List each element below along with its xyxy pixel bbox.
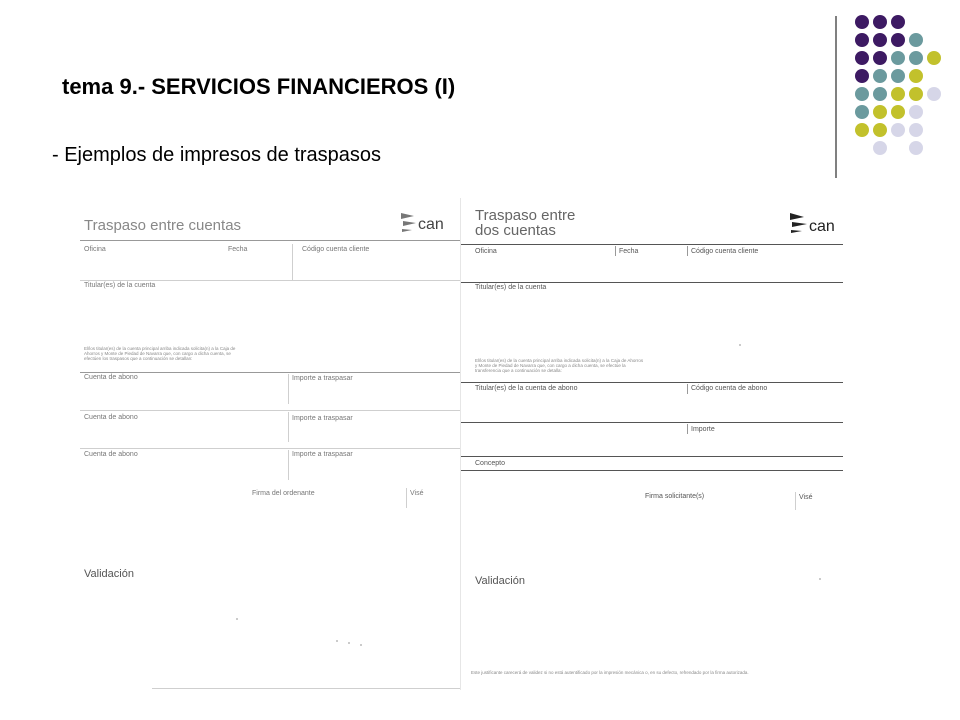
validacion-label: Validación: [475, 575, 525, 587]
vise-label: Visé: [410, 490, 424, 497]
decorative-dot: [891, 51, 905, 65]
decorative-dot: [909, 105, 923, 119]
footer-disclaimer: Este justificante carecerá de validez si no está autentificado por la impresión mecánica o, en su defecto, refrendado por la firma autorizada.: [471, 670, 749, 675]
cuenta-abono-label-1: Cuenta de abono: [84, 374, 138, 381]
decorative-dot: [855, 51, 869, 65]
firma-ordenante-label: Firma del ordenante: [252, 490, 315, 497]
decorative-dot: [873, 15, 887, 29]
decorative-dot: [873, 141, 887, 155]
can-logo-text: can: [809, 218, 835, 235]
form-b-title-line2: dos cuentas: [475, 222, 556, 239]
decorative-dot: [855, 33, 869, 47]
decorative-dot: [873, 87, 887, 101]
codigo-abono-label: Código cuenta de abono: [691, 385, 768, 392]
form-b-title-line1: Traspaso entre: [475, 207, 576, 224]
decorative-dot: [873, 33, 887, 47]
importe-label-1: Importe a traspasar: [292, 375, 353, 382]
authorization-note: El/los titular(es) de la cuenta principal arriba indicada solicita(n) a la Caja de Ahorros y Monte de Piedad de Navarra que, con cargo a dicha cuenta, se efectúe la transferencia que a continuación se detalla:: [475, 358, 644, 373]
oficina-label: Oficina: [475, 248, 497, 255]
decorative-dot: [855, 123, 869, 137]
firma-solicitante-label: Firma solicitante(s): [645, 493, 705, 500]
decorative-dot: [891, 87, 905, 101]
vise-label: Visé: [799, 494, 813, 501]
decorative-dot: [891, 123, 905, 137]
importe-label: Importe: [691, 426, 715, 433]
form-a-title: Traspaso entre cuentas: [84, 217, 242, 234]
titulares-label: Titular(es) de la cuenta: [84, 282, 156, 289]
decorative-dot: [909, 69, 923, 83]
decorative-dot: [873, 69, 887, 83]
authorization-note: El/los titular(es) de la cuenta principal arriba indicada solicita(n) a la Caja de Ahorros y Monte de Piedad de Navarra que, con cargo a dicha cuenta, se efectúen los traspasos que a continuación se detallan:: [84, 346, 236, 361]
titulares-abono-label: Titular(es) de la cuenta de abono: [475, 385, 578, 392]
codigo-label: Código cuenta cliente: [691, 248, 759, 255]
decorative-dot: [891, 69, 905, 83]
decorative-dot: [927, 87, 941, 101]
decorative-dot: [927, 51, 941, 65]
concepto-label: Concepto: [475, 460, 505, 467]
slide-title: tema 9.- SERVICIOS FINANCIEROS (I): [62, 74, 456, 99]
decorative-dot: [855, 105, 869, 119]
validacion-label: Validación: [84, 568, 134, 580]
decorative-dot: [855, 69, 869, 83]
cuenta-abono-label-3: Cuenta de abono: [84, 451, 138, 458]
titulares-label: Titular(es) de la cuenta: [475, 284, 547, 291]
decorative-dot: [909, 141, 923, 155]
importe-label-2: Importe a traspasar: [292, 415, 353, 422]
decorative-dot: [891, 15, 905, 29]
codigo-label: Código cuenta cliente: [302, 246, 370, 253]
fecha-label: Fecha: [619, 248, 639, 255]
decorative-dot: [909, 51, 923, 65]
form-traspaso-entre-cuentas: [62, 194, 460, 690]
decorative-dot: [855, 87, 869, 101]
slide-subtitle: - Ejemplos de impresos de traspasos: [52, 144, 382, 166]
decorative-dot: [909, 87, 923, 101]
decorative-dot: [873, 51, 887, 65]
oficina-label: Oficina: [84, 246, 106, 253]
fecha-label: Fecha: [228, 246, 248, 253]
can-logo-text: can: [418, 216, 444, 233]
decorative-dot: [873, 105, 887, 119]
decorative-dot: [909, 33, 923, 47]
cuenta-abono-label-2: Cuenta de abono: [84, 414, 138, 421]
form-traspaso-entre-dos-cuentas: [460, 198, 843, 690]
importe-label-3: Importe a traspasar: [292, 451, 353, 458]
decorative-dot: [873, 123, 887, 137]
decorative-dot: [855, 15, 869, 29]
decorative-dot: [891, 33, 905, 47]
decorative-dot: [909, 123, 923, 137]
decorative-dot: [891, 105, 905, 119]
